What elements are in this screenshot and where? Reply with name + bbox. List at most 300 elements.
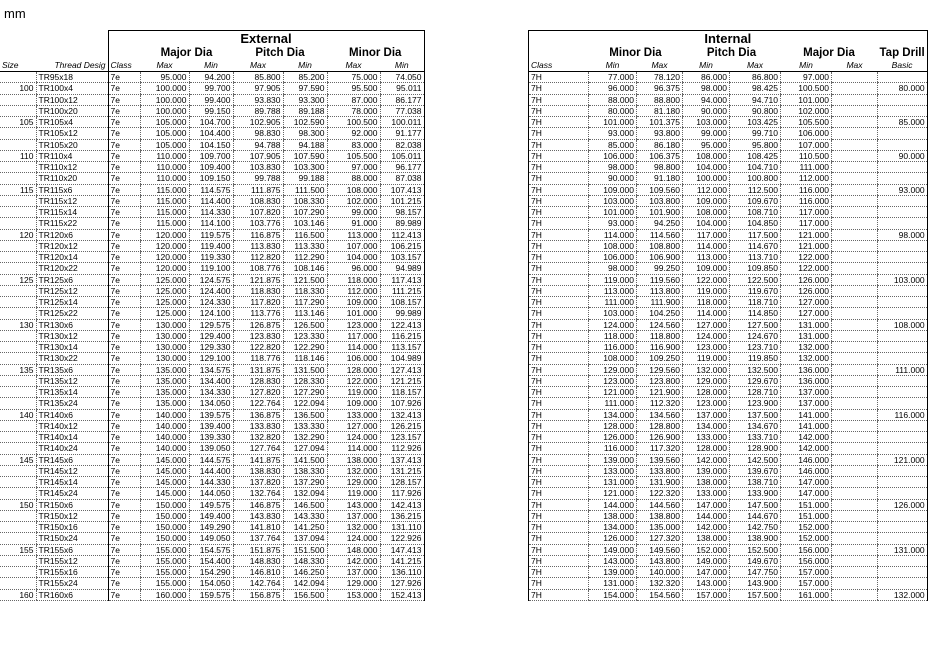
cell: 109.400 <box>189 162 233 173</box>
cell <box>878 477 928 488</box>
table-row <box>529 510 928 521</box>
cell: 88.000 <box>327 173 380 184</box>
cell: 99.400 <box>189 94 233 105</box>
cell: 89.188 <box>283 105 327 116</box>
cell: 137.000 <box>683 409 730 420</box>
cell <box>878 578 928 589</box>
cell: 137.000 <box>781 398 832 409</box>
cell: 108.830 <box>233 195 283 206</box>
cell <box>878 195 928 206</box>
table-row <box>0 342 424 353</box>
table-row <box>529 117 928 128</box>
cell: 122.500 <box>730 274 781 285</box>
cell: 144.050 <box>189 488 233 499</box>
cell: 7H <box>529 589 589 600</box>
cell: 123.000 <box>327 319 380 330</box>
cell: 130.000 <box>140 330 189 341</box>
cell <box>832 555 878 566</box>
cell: 7e <box>108 387 140 398</box>
cell: 132.000 <box>327 522 380 533</box>
cell: 117.500 <box>730 229 781 240</box>
cell: 143.000 <box>589 555 637 566</box>
cell: 7e <box>108 589 140 600</box>
cell <box>878 398 928 409</box>
cell: 7e <box>108 117 140 128</box>
cell: 107.905 <box>233 150 283 161</box>
cell: 7H <box>529 488 589 499</box>
cell <box>832 128 878 139</box>
cell: 113.000 <box>589 285 637 296</box>
cell: 112.290 <box>283 252 327 263</box>
table-row <box>0 207 424 218</box>
cell: 151.000 <box>781 499 832 510</box>
cell: 154.400 <box>189 555 233 566</box>
col-int-minor-max: Max <box>637 60 683 72</box>
internal-group-minor: Minor Dia <box>609 47 662 59</box>
cell <box>832 499 878 510</box>
cell <box>832 398 878 409</box>
cell: 142.750 <box>730 522 781 533</box>
cell: 137.820 <box>233 477 283 488</box>
cell: 123.000 <box>589 375 637 386</box>
cell: 116.215 <box>380 330 424 341</box>
cell: 121.900 <box>637 387 683 398</box>
cell <box>878 375 928 386</box>
cell: 88.000 <box>589 94 637 105</box>
table-row <box>0 375 424 386</box>
cell: 110.000 <box>140 162 189 173</box>
cell: 7H <box>529 555 589 566</box>
cell: 104.000 <box>683 218 730 229</box>
cell: 116.000 <box>781 195 832 206</box>
cell: TR115x12 <box>36 195 108 206</box>
cell: 133.330 <box>283 420 327 431</box>
cell: 150.000 <box>140 499 189 510</box>
cell <box>832 510 878 521</box>
cell: 109.250 <box>637 353 683 364</box>
cell: TR140x14 <box>36 432 108 443</box>
table-row <box>529 274 928 285</box>
cell: 146.500 <box>283 499 327 510</box>
table-row <box>529 522 928 533</box>
cell <box>878 465 928 476</box>
table-row <box>529 567 928 578</box>
cell: 140.000 <box>140 420 189 431</box>
cell: 117.820 <box>233 297 283 308</box>
cell <box>0 465 36 476</box>
cell <box>878 420 928 431</box>
cell: 149.050 <box>189 533 233 544</box>
col-ext-class: Class <box>108 60 140 72</box>
table-row <box>0 567 424 578</box>
cell: 97.590 <box>283 83 327 94</box>
cell: 108.000 <box>683 150 730 161</box>
cell: 142.000 <box>327 555 380 566</box>
table-row <box>529 207 928 218</box>
cell: 7e <box>108 72 140 83</box>
cell: 133.830 <box>233 420 283 431</box>
cell: 103.146 <box>283 218 327 229</box>
cell: TR145x12 <box>36 465 108 476</box>
cell: 116.500 <box>283 229 327 240</box>
cell <box>0 432 36 443</box>
cell: 122.000 <box>781 252 832 263</box>
cell: 117.926 <box>380 488 424 499</box>
col-int-pitch-min: Min <box>683 60 730 72</box>
cell: 156.875 <box>233 589 283 600</box>
cell: TR115x22 <box>36 218 108 229</box>
cell <box>878 488 928 499</box>
cell: 7e <box>108 533 140 544</box>
table-row <box>529 139 928 150</box>
table-row <box>529 94 928 105</box>
table-row <box>0 443 424 454</box>
cell: 121.000 <box>781 229 832 240</box>
cell <box>832 319 878 330</box>
cell <box>878 128 928 139</box>
cell <box>832 105 878 116</box>
cell: 99.250 <box>637 263 683 274</box>
cell: 115.000 <box>140 207 189 218</box>
cell: 118.776 <box>233 353 283 364</box>
cell: 140.000 <box>637 567 683 578</box>
cell: 7e <box>108 162 140 173</box>
cell: 7H <box>529 195 589 206</box>
cell: 7e <box>108 263 140 274</box>
internal-table <box>528 30 928 601</box>
cell: 118.000 <box>589 330 637 341</box>
cell: 150.000 <box>140 510 189 521</box>
cell: 160.000 <box>140 589 189 600</box>
cell: TR130x12 <box>36 330 108 341</box>
cell: 119.100 <box>189 263 233 274</box>
cell: 94.200 <box>189 72 233 83</box>
cell: 124.000 <box>683 330 730 341</box>
table-row <box>0 252 424 263</box>
cell: 105.500 <box>327 150 380 161</box>
cell <box>0 72 36 83</box>
cell <box>878 353 928 364</box>
cell: 109.000 <box>683 195 730 206</box>
table-row <box>0 319 424 330</box>
cell: 151.875 <box>233 544 283 555</box>
cell: 139.000 <box>589 567 637 578</box>
cell: 145 <box>0 454 36 465</box>
cell: 127.926 <box>380 578 424 589</box>
cell: 7H <box>529 443 589 454</box>
cell: 96.177 <box>380 162 424 173</box>
cell <box>832 274 878 285</box>
cell <box>832 218 878 229</box>
cell: 108.776 <box>233 263 283 274</box>
cell: 114.100 <box>189 218 233 229</box>
cell: 136.110 <box>380 567 424 578</box>
cell: 116.000 <box>781 184 832 195</box>
cell: 134.000 <box>589 409 637 420</box>
cell: 114.850 <box>730 308 781 319</box>
cell: 116.900 <box>637 342 683 353</box>
table-row <box>0 285 424 296</box>
cell: 139.560 <box>637 454 683 465</box>
cell: TR115x14 <box>36 207 108 218</box>
cell: 7H <box>529 342 589 353</box>
cell: TR160x6 <box>36 589 108 600</box>
cell <box>832 207 878 218</box>
cell: 115.000 <box>140 218 189 229</box>
cell: 128.000 <box>327 364 380 375</box>
cell: TR145x24 <box>36 488 108 499</box>
cell: 132.500 <box>730 364 781 375</box>
cell <box>878 162 928 173</box>
table-row <box>0 150 424 161</box>
cell: 7H <box>529 128 589 139</box>
cell: TR105x4 <box>36 117 108 128</box>
cell: 104.710 <box>730 162 781 173</box>
cell: 156.000 <box>781 544 832 555</box>
cell: 122.764 <box>233 398 283 409</box>
cell: 132.820 <box>233 432 283 443</box>
cell: TR150x12 <box>36 510 108 521</box>
cell: 122.820 <box>233 342 283 353</box>
cell: 7H <box>529 274 589 285</box>
cell: 7H <box>529 544 589 555</box>
cell: 108.000 <box>878 319 928 330</box>
cell: 127.500 <box>730 319 781 330</box>
cell: 106.000 <box>589 150 637 161</box>
cell <box>878 207 928 218</box>
cell: 7e <box>108 578 140 589</box>
cell: 7e <box>108 252 140 263</box>
cell: 148.830 <box>233 555 283 566</box>
cell: 135.000 <box>140 398 189 409</box>
cell: 129.000 <box>589 364 637 375</box>
external-title: External <box>108 31 424 47</box>
cell: 124.000 <box>589 319 637 330</box>
cell: 139.000 <box>589 454 637 465</box>
cell: 105.000 <box>140 128 189 139</box>
cell: 145.000 <box>140 477 189 488</box>
col-ext-major-max: Max <box>140 60 189 72</box>
cell: 108.146 <box>283 263 327 274</box>
cell <box>832 544 878 555</box>
cell: 90.000 <box>683 105 730 116</box>
cell: 118.800 <box>637 330 683 341</box>
cell: 122.320 <box>637 488 683 499</box>
cell: 7e <box>108 83 140 94</box>
cell: 111.500 <box>283 184 327 195</box>
cell: 118.000 <box>683 297 730 308</box>
cell <box>878 432 928 443</box>
cell: 107.413 <box>380 184 424 195</box>
cell: 7H <box>529 364 589 375</box>
cell: 7H <box>529 499 589 510</box>
cell: 150.000 <box>140 522 189 533</box>
cell: 127.000 <box>683 319 730 330</box>
cell: 109.000 <box>327 297 380 308</box>
table-row <box>529 105 928 116</box>
table-row <box>529 330 928 341</box>
cell: TR120x12 <box>36 240 108 251</box>
cell: 106.000 <box>781 128 832 139</box>
cell: TR135x24 <box>36 398 108 409</box>
cell: 125 <box>0 274 36 285</box>
cell <box>832 387 878 398</box>
cell: 127.094 <box>283 443 327 454</box>
table-row <box>529 162 928 173</box>
cell <box>0 510 36 521</box>
cell: TR140x6 <box>36 409 108 420</box>
cell: 7H <box>529 285 589 296</box>
cell <box>832 589 878 600</box>
cell: 157.500 <box>730 589 781 600</box>
cell: 111.900 <box>637 297 683 308</box>
cell <box>832 353 878 364</box>
cell: 152.500 <box>730 544 781 555</box>
cell: 104.989 <box>380 353 424 364</box>
cell: 124.670 <box>730 330 781 341</box>
cell: 118.157 <box>380 387 424 398</box>
cell <box>832 330 878 341</box>
cell: 125.000 <box>140 297 189 308</box>
cell: 106.000 <box>327 353 380 364</box>
cell: 138.710 <box>730 477 781 488</box>
cell: 107.000 <box>327 240 380 251</box>
cell: 110.000 <box>140 150 189 161</box>
cell: TR145x6 <box>36 454 108 465</box>
cell <box>0 398 36 409</box>
table-row <box>529 240 928 251</box>
cell: 141.810 <box>233 522 283 533</box>
cell <box>0 252 36 263</box>
cell: 120 <box>0 229 36 240</box>
cell <box>878 555 928 566</box>
external-table-wrap <box>0 30 425 601</box>
cell: 7H <box>529 105 589 116</box>
table-row <box>529 465 928 476</box>
cell <box>832 522 878 533</box>
cell: 137.290 <box>283 477 327 488</box>
cell: 110 <box>0 150 36 161</box>
cell: TR125x22 <box>36 308 108 319</box>
cell: 150 <box>0 499 36 510</box>
cell: 7H <box>529 150 589 161</box>
cell: 101.000 <box>327 308 380 319</box>
table-row <box>0 533 424 544</box>
cell: TR100x12 <box>36 94 108 105</box>
cell: 130.000 <box>140 319 189 330</box>
cell: 93.000 <box>878 184 928 195</box>
internal-title: Internal <box>529 31 928 47</box>
cell: 141.000 <box>781 409 832 420</box>
cell: 7H <box>529 567 589 578</box>
cell <box>878 533 928 544</box>
table-row <box>529 128 928 139</box>
cell <box>0 522 36 533</box>
cell: 128.000 <box>589 420 637 431</box>
col-ext-major-min: Min <box>189 60 233 72</box>
internal-group-major: Major Dia <box>803 47 855 59</box>
cell: 100 <box>0 83 36 94</box>
cell <box>832 420 878 431</box>
cell: 115.000 <box>140 184 189 195</box>
cell: 7H <box>529 477 589 488</box>
table-row <box>529 477 928 488</box>
cell: 105.011 <box>380 150 424 161</box>
cell: 140.000 <box>140 432 189 443</box>
col-int-major-min: Min <box>781 60 832 72</box>
cell: 80.000 <box>589 105 637 116</box>
cell: 155.000 <box>140 578 189 589</box>
cell: 138.900 <box>730 533 781 544</box>
cell: 111.000 <box>878 364 928 375</box>
cell: 103.776 <box>233 218 283 229</box>
cell: 150.000 <box>140 533 189 544</box>
table-row <box>0 409 424 420</box>
cell <box>832 150 878 161</box>
cell: 103.425 <box>730 117 781 128</box>
cell: 128.800 <box>637 420 683 431</box>
cell <box>0 240 36 251</box>
cell: 104.850 <box>730 218 781 229</box>
cell: 120.000 <box>140 252 189 263</box>
cell <box>0 578 36 589</box>
cell <box>878 510 928 521</box>
cell: 7H <box>529 162 589 173</box>
table-row <box>0 589 424 600</box>
cell: 137.413 <box>380 454 424 465</box>
cell: 86.800 <box>730 72 781 83</box>
cell <box>832 297 878 308</box>
table-row <box>529 409 928 420</box>
cell: 103.000 <box>589 308 637 319</box>
cell: 112.000 <box>327 285 380 296</box>
cell: 87.038 <box>380 173 424 184</box>
cell: 131.215 <box>380 465 424 476</box>
cell: 141.500 <box>283 454 327 465</box>
cell: 7H <box>529 454 589 465</box>
cell: 114.330 <box>189 207 233 218</box>
col-ext-pitch-max: Max <box>233 60 283 72</box>
cell: 7e <box>108 488 140 499</box>
cell: 88.800 <box>637 94 683 105</box>
cell: 149.000 <box>589 544 637 555</box>
cell <box>878 240 928 251</box>
cell <box>832 342 878 353</box>
cell: 105.500 <box>781 117 832 128</box>
cell: TR150x6 <box>36 499 108 510</box>
cell: 141.875 <box>233 454 283 465</box>
table-row <box>0 117 424 128</box>
table-row <box>0 139 424 150</box>
table-row <box>0 364 424 375</box>
cell: 155.000 <box>140 544 189 555</box>
cell: 155 <box>0 544 36 555</box>
cell: TR135x6 <box>36 364 108 375</box>
cell: 154.560 <box>637 589 683 600</box>
cell: 89.989 <box>380 218 424 229</box>
cell: 77.000 <box>589 72 637 83</box>
cell: 144.670 <box>730 510 781 521</box>
cell <box>0 375 36 386</box>
cell: 102.590 <box>283 117 327 128</box>
cell: 118.000 <box>327 274 380 285</box>
cell: 121.000 <box>781 240 832 251</box>
cell: 126.000 <box>878 499 928 510</box>
cell: 117.320 <box>637 443 683 454</box>
cell: 132.320 <box>637 578 683 589</box>
cell: 147.500 <box>730 499 781 510</box>
cell: 7e <box>108 218 140 229</box>
